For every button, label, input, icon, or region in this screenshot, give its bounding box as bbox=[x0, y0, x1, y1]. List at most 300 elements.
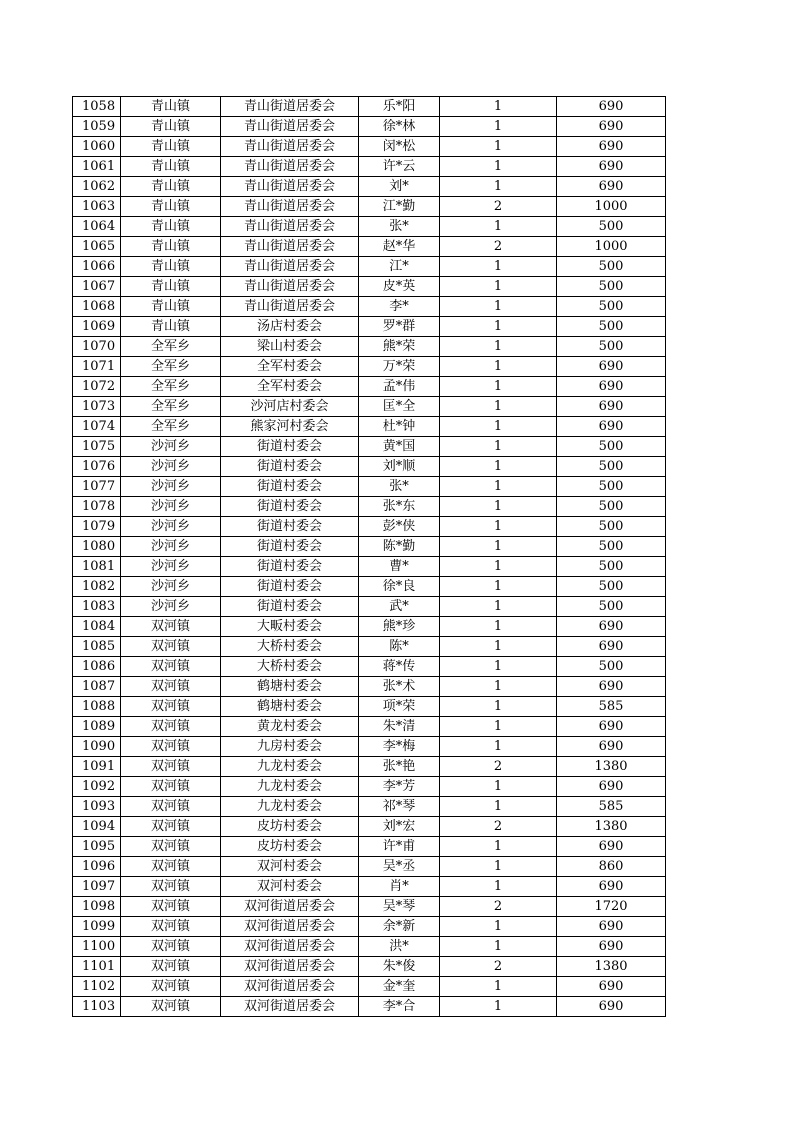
count-cell: 1 bbox=[440, 117, 557, 137]
amount-cell: 1720 bbox=[557, 897, 666, 917]
row-number-cell: 1085 bbox=[73, 637, 121, 657]
township-cell: 青山镇 bbox=[121, 297, 221, 317]
name-cell: 李*梅 bbox=[359, 737, 440, 757]
table-row bbox=[73, 837, 666, 857]
count-cell: 1 bbox=[440, 297, 557, 317]
committee-cell: 九龙村委会 bbox=[221, 757, 359, 777]
name-cell: 余*新 bbox=[359, 917, 440, 937]
row-number-cell: 1082 bbox=[73, 577, 121, 597]
row-number-cell: 1068 bbox=[73, 297, 121, 317]
amount-cell: 690 bbox=[557, 777, 666, 797]
amount-cell: 500 bbox=[557, 577, 666, 597]
row-number-cell: 1088 bbox=[73, 697, 121, 717]
committee-cell: 大桥村委会 bbox=[221, 637, 359, 657]
committee-cell: 街道村委会 bbox=[221, 557, 359, 577]
amount-cell: 690 bbox=[557, 737, 666, 757]
amount-cell: 500 bbox=[557, 557, 666, 577]
row-number-cell: 1099 bbox=[73, 917, 121, 937]
amount-cell: 690 bbox=[557, 377, 666, 397]
committee-cell: 青山街道居委会 bbox=[221, 177, 359, 197]
name-cell: 肖* bbox=[359, 877, 440, 897]
table-row bbox=[73, 157, 666, 177]
amount-cell: 585 bbox=[557, 797, 666, 817]
committee-cell: 双河街道居委会 bbox=[221, 997, 359, 1017]
township-cell: 青山镇 bbox=[121, 257, 221, 277]
name-cell: 黄*国 bbox=[359, 437, 440, 457]
row-number-cell: 1079 bbox=[73, 517, 121, 537]
committee-cell: 青山街道居委会 bbox=[221, 137, 359, 157]
table-row bbox=[73, 117, 666, 137]
count-cell: 1 bbox=[440, 677, 557, 697]
row-number-cell: 1093 bbox=[73, 797, 121, 817]
name-cell: 熊*荣 bbox=[359, 337, 440, 357]
township-cell: 青山镇 bbox=[121, 157, 221, 177]
township-cell: 双河镇 bbox=[121, 677, 221, 697]
amount-cell: 500 bbox=[557, 597, 666, 617]
amount-cell: 690 bbox=[557, 357, 666, 377]
township-cell: 双河镇 bbox=[121, 697, 221, 717]
township-cell: 沙河乡 bbox=[121, 517, 221, 537]
township-cell: 双河镇 bbox=[121, 797, 221, 817]
amount-cell: 500 bbox=[557, 277, 666, 297]
count-cell: 1 bbox=[440, 277, 557, 297]
row-number-cell: 1064 bbox=[73, 217, 121, 237]
committee-cell: 青山街道居委会 bbox=[221, 197, 359, 217]
committee-cell: 双河街道居委会 bbox=[221, 937, 359, 957]
count-cell: 1 bbox=[440, 317, 557, 337]
row-number-cell: 1072 bbox=[73, 377, 121, 397]
row-number-cell: 1073 bbox=[73, 397, 121, 417]
committee-cell: 沙河店村委会 bbox=[221, 397, 359, 417]
township-cell: 青山镇 bbox=[121, 97, 221, 117]
name-cell: 金*奎 bbox=[359, 977, 440, 997]
row-number-cell: 1060 bbox=[73, 137, 121, 157]
count-cell: 1 bbox=[440, 797, 557, 817]
township-cell: 青山镇 bbox=[121, 117, 221, 137]
count-cell: 1 bbox=[440, 337, 557, 357]
table-row bbox=[73, 297, 666, 317]
township-cell: 全军乡 bbox=[121, 377, 221, 397]
table-row bbox=[73, 197, 666, 217]
name-cell: 刘* bbox=[359, 177, 440, 197]
amount-cell: 500 bbox=[557, 477, 666, 497]
township-cell: 双河镇 bbox=[121, 897, 221, 917]
table-row bbox=[73, 237, 666, 257]
township-cell: 双河镇 bbox=[121, 737, 221, 757]
amount-cell: 1380 bbox=[557, 817, 666, 837]
amount-cell: 585 bbox=[557, 697, 666, 717]
name-cell: 赵*华 bbox=[359, 237, 440, 257]
name-cell: 皮*英 bbox=[359, 277, 440, 297]
table-row bbox=[73, 477, 666, 497]
township-cell: 沙河乡 bbox=[121, 497, 221, 517]
amount-cell: 500 bbox=[557, 437, 666, 457]
amount-cell: 500 bbox=[557, 517, 666, 537]
row-number-cell: 1067 bbox=[73, 277, 121, 297]
name-cell: 孟*伟 bbox=[359, 377, 440, 397]
amount-cell: 500 bbox=[557, 337, 666, 357]
amount-cell: 690 bbox=[557, 717, 666, 737]
count-cell: 1 bbox=[440, 177, 557, 197]
count-cell: 1 bbox=[440, 637, 557, 657]
amount-cell: 690 bbox=[557, 137, 666, 157]
amount-cell: 690 bbox=[557, 677, 666, 697]
table-row bbox=[73, 97, 666, 117]
row-number-cell: 1089 bbox=[73, 717, 121, 737]
amount-cell: 1380 bbox=[557, 957, 666, 977]
row-number-cell: 1083 bbox=[73, 597, 121, 617]
committee-cell: 青山街道居委会 bbox=[221, 157, 359, 177]
table-row bbox=[73, 957, 666, 977]
committee-cell: 双河村委会 bbox=[221, 877, 359, 897]
township-cell: 沙河乡 bbox=[121, 477, 221, 497]
amount-cell: 690 bbox=[557, 97, 666, 117]
row-number-cell: 1091 bbox=[73, 757, 121, 777]
count-cell: 1 bbox=[440, 517, 557, 537]
count-cell: 1 bbox=[440, 857, 557, 877]
roster-body bbox=[73, 97, 666, 1017]
row-number-cell: 1080 bbox=[73, 537, 121, 557]
name-cell: 洪* bbox=[359, 937, 440, 957]
township-cell: 双河镇 bbox=[121, 637, 221, 657]
amount-cell: 500 bbox=[557, 257, 666, 277]
count-cell: 1 bbox=[440, 937, 557, 957]
township-cell: 双河镇 bbox=[121, 817, 221, 837]
count-cell: 1 bbox=[440, 977, 557, 997]
name-cell: 刘*宏 bbox=[359, 817, 440, 837]
amount-cell: 500 bbox=[557, 297, 666, 317]
count-cell: 1 bbox=[440, 697, 557, 717]
amount-cell: 500 bbox=[557, 497, 666, 517]
table-row bbox=[73, 417, 666, 437]
row-number-cell: 1076 bbox=[73, 457, 121, 477]
name-cell: 吴*琴 bbox=[359, 897, 440, 917]
township-cell: 双河镇 bbox=[121, 937, 221, 957]
name-cell: 匡*全 bbox=[359, 397, 440, 417]
table-row bbox=[73, 357, 666, 377]
township-cell: 双河镇 bbox=[121, 977, 221, 997]
name-cell: 江* bbox=[359, 257, 440, 277]
township-cell: 青山镇 bbox=[121, 197, 221, 217]
name-cell: 张*艳 bbox=[359, 757, 440, 777]
township-cell: 沙河乡 bbox=[121, 597, 221, 617]
amount-cell: 690 bbox=[557, 917, 666, 937]
committee-cell: 大畈村委会 bbox=[221, 617, 359, 637]
count-cell: 2 bbox=[440, 817, 557, 837]
table-row bbox=[73, 977, 666, 997]
count-cell: 1 bbox=[440, 537, 557, 557]
amount-cell: 690 bbox=[557, 617, 666, 637]
township-cell: 双河镇 bbox=[121, 917, 221, 937]
name-cell: 李*合 bbox=[359, 997, 440, 1017]
committee-cell: 街道村委会 bbox=[221, 577, 359, 597]
committee-cell: 青山街道居委会 bbox=[221, 217, 359, 237]
amount-cell: 500 bbox=[557, 457, 666, 477]
name-cell: 刘*顺 bbox=[359, 457, 440, 477]
row-number-cell: 1098 bbox=[73, 897, 121, 917]
row-number-cell: 1074 bbox=[73, 417, 121, 437]
row-number-cell: 1062 bbox=[73, 177, 121, 197]
township-cell: 青山镇 bbox=[121, 237, 221, 257]
committee-cell: 街道村委会 bbox=[221, 477, 359, 497]
table-row bbox=[73, 457, 666, 477]
table-row bbox=[73, 677, 666, 697]
table-row bbox=[73, 737, 666, 757]
committee-cell: 九龙村委会 bbox=[221, 777, 359, 797]
committee-cell: 街道村委会 bbox=[221, 497, 359, 517]
committee-cell: 梁山村委会 bbox=[221, 337, 359, 357]
township-cell: 沙河乡 bbox=[121, 437, 221, 457]
committee-cell: 青山街道居委会 bbox=[221, 257, 359, 277]
committee-cell: 鹤塘村委会 bbox=[221, 677, 359, 697]
township-cell: 沙河乡 bbox=[121, 557, 221, 577]
count-cell: 1 bbox=[440, 217, 557, 237]
committee-cell: 双河街道居委会 bbox=[221, 897, 359, 917]
township-cell: 双河镇 bbox=[121, 857, 221, 877]
township-cell: 青山镇 bbox=[121, 177, 221, 197]
count-cell: 1 bbox=[440, 597, 557, 617]
table-row bbox=[73, 917, 666, 937]
table-row bbox=[73, 997, 666, 1017]
name-cell: 许*甫 bbox=[359, 837, 440, 857]
count-cell: 1 bbox=[440, 497, 557, 517]
row-number-cell: 1066 bbox=[73, 257, 121, 277]
township-cell: 青山镇 bbox=[121, 317, 221, 337]
amount-cell: 1000 bbox=[557, 237, 666, 257]
name-cell: 许*云 bbox=[359, 157, 440, 177]
row-number-cell: 1065 bbox=[73, 237, 121, 257]
committee-cell: 九房村委会 bbox=[221, 737, 359, 757]
row-number-cell: 1070 bbox=[73, 337, 121, 357]
committee-cell: 双河村委会 bbox=[221, 857, 359, 877]
count-cell: 1 bbox=[440, 137, 557, 157]
township-cell: 沙河乡 bbox=[121, 457, 221, 477]
name-cell: 项*荣 bbox=[359, 697, 440, 717]
township-cell: 全军乡 bbox=[121, 357, 221, 377]
name-cell: 张*术 bbox=[359, 677, 440, 697]
amount-cell: 1000 bbox=[557, 197, 666, 217]
table-row bbox=[73, 557, 666, 577]
count-cell: 1 bbox=[440, 777, 557, 797]
name-cell: 李*芳 bbox=[359, 777, 440, 797]
table-row bbox=[73, 317, 666, 337]
row-number-cell: 1063 bbox=[73, 197, 121, 217]
committee-cell: 双河街道居委会 bbox=[221, 917, 359, 937]
table-row bbox=[73, 517, 666, 537]
count-cell: 2 bbox=[440, 237, 557, 257]
count-cell: 1 bbox=[440, 617, 557, 637]
row-number-cell: 1061 bbox=[73, 157, 121, 177]
table-row bbox=[73, 857, 666, 877]
committee-cell: 青山街道居委会 bbox=[221, 237, 359, 257]
row-number-cell: 1094 bbox=[73, 817, 121, 837]
township-cell: 双河镇 bbox=[121, 997, 221, 1017]
committee-cell: 熊家河村委会 bbox=[221, 417, 359, 437]
table-row bbox=[73, 637, 666, 657]
township-cell: 青山镇 bbox=[121, 217, 221, 237]
amount-cell: 690 bbox=[557, 117, 666, 137]
row-number-cell: 1096 bbox=[73, 857, 121, 877]
amount-cell: 690 bbox=[557, 837, 666, 857]
amount-cell: 690 bbox=[557, 997, 666, 1017]
count-cell: 1 bbox=[440, 437, 557, 457]
count-cell: 1 bbox=[440, 877, 557, 897]
count-cell: 1 bbox=[440, 997, 557, 1017]
name-cell: 李* bbox=[359, 297, 440, 317]
name-cell: 张*东 bbox=[359, 497, 440, 517]
committee-cell: 街道村委会 bbox=[221, 537, 359, 557]
name-cell: 彭*侠 bbox=[359, 517, 440, 537]
committee-cell: 街道村委会 bbox=[221, 457, 359, 477]
township-cell: 双河镇 bbox=[121, 957, 221, 977]
name-cell: 曹* bbox=[359, 557, 440, 577]
amount-cell: 690 bbox=[557, 417, 666, 437]
name-cell: 张* bbox=[359, 217, 440, 237]
count-cell: 1 bbox=[440, 837, 557, 857]
amount-cell: 500 bbox=[557, 657, 666, 677]
committee-cell: 青山街道居委会 bbox=[221, 97, 359, 117]
table-row bbox=[73, 697, 666, 717]
committee-cell: 双河街道居委会 bbox=[221, 977, 359, 997]
table-row bbox=[73, 277, 666, 297]
name-cell: 徐*林 bbox=[359, 117, 440, 137]
table-row bbox=[73, 597, 666, 617]
committee-cell: 全军村委会 bbox=[221, 357, 359, 377]
name-cell: 朱*清 bbox=[359, 717, 440, 737]
table-row bbox=[73, 777, 666, 797]
count-cell: 1 bbox=[440, 257, 557, 277]
row-number-cell: 1100 bbox=[73, 937, 121, 957]
amount-cell: 690 bbox=[557, 637, 666, 657]
committee-cell: 青山街道居委会 bbox=[221, 117, 359, 137]
name-cell: 陈*勤 bbox=[359, 537, 440, 557]
township-cell: 全军乡 bbox=[121, 337, 221, 357]
count-cell: 1 bbox=[440, 397, 557, 417]
row-number-cell: 1059 bbox=[73, 117, 121, 137]
township-cell: 双河镇 bbox=[121, 717, 221, 737]
count-cell: 1 bbox=[440, 477, 557, 497]
row-number-cell: 1069 bbox=[73, 317, 121, 337]
amount-cell: 500 bbox=[557, 537, 666, 557]
table-row bbox=[73, 257, 666, 277]
amount-cell: 500 bbox=[557, 217, 666, 237]
count-cell: 1 bbox=[440, 157, 557, 177]
table-row bbox=[73, 717, 666, 737]
row-number-cell: 1102 bbox=[73, 977, 121, 997]
row-number-cell: 1071 bbox=[73, 357, 121, 377]
row-number-cell: 1077 bbox=[73, 477, 121, 497]
township-cell: 全军乡 bbox=[121, 397, 221, 417]
committee-cell: 街道村委会 bbox=[221, 437, 359, 457]
amount-cell: 860 bbox=[557, 857, 666, 877]
table-row bbox=[73, 757, 666, 777]
name-cell: 祁*琴 bbox=[359, 797, 440, 817]
amount-cell: 690 bbox=[557, 177, 666, 197]
township-cell: 青山镇 bbox=[121, 137, 221, 157]
count-cell: 2 bbox=[440, 757, 557, 777]
count-cell: 1 bbox=[440, 417, 557, 437]
table-row bbox=[73, 377, 666, 397]
township-cell: 沙河乡 bbox=[121, 577, 221, 597]
roster-table bbox=[72, 96, 666, 1017]
table-row bbox=[73, 397, 666, 417]
name-cell: 杜*钟 bbox=[359, 417, 440, 437]
township-cell: 青山镇 bbox=[121, 277, 221, 297]
name-cell: 乐*阳 bbox=[359, 97, 440, 117]
committee-cell: 双河街道居委会 bbox=[221, 957, 359, 977]
committee-cell: 九龙村委会 bbox=[221, 797, 359, 817]
table-row bbox=[73, 437, 666, 457]
amount-cell: 500 bbox=[557, 317, 666, 337]
township-cell: 双河镇 bbox=[121, 757, 221, 777]
township-cell: 全军乡 bbox=[121, 417, 221, 437]
amount-cell: 690 bbox=[557, 397, 666, 417]
table-row bbox=[73, 577, 666, 597]
count-cell: 1 bbox=[440, 377, 557, 397]
township-cell: 沙河乡 bbox=[121, 537, 221, 557]
row-number-cell: 1075 bbox=[73, 437, 121, 457]
row-number-cell: 1097 bbox=[73, 877, 121, 897]
count-cell: 2 bbox=[440, 897, 557, 917]
row-number-cell: 1103 bbox=[73, 997, 121, 1017]
count-cell: 1 bbox=[440, 357, 557, 377]
name-cell: 熊*珍 bbox=[359, 617, 440, 637]
committee-cell: 青山街道居委会 bbox=[221, 277, 359, 297]
table-row bbox=[73, 337, 666, 357]
name-cell: 万*荣 bbox=[359, 357, 440, 377]
count-cell: 1 bbox=[440, 917, 557, 937]
table-row bbox=[73, 797, 666, 817]
count-cell: 1 bbox=[440, 577, 557, 597]
township-cell: 双河镇 bbox=[121, 877, 221, 897]
row-number-cell: 1101 bbox=[73, 957, 121, 977]
row-number-cell: 1086 bbox=[73, 657, 121, 677]
name-cell: 张* bbox=[359, 477, 440, 497]
committee-cell: 青山街道居委会 bbox=[221, 297, 359, 317]
row-number-cell: 1090 bbox=[73, 737, 121, 757]
township-cell: 双河镇 bbox=[121, 777, 221, 797]
amount-cell: 690 bbox=[557, 977, 666, 997]
name-cell: 江*勤 bbox=[359, 197, 440, 217]
name-cell: 武* bbox=[359, 597, 440, 617]
count-cell: 1 bbox=[440, 457, 557, 477]
amount-cell: 690 bbox=[557, 877, 666, 897]
row-number-cell: 1084 bbox=[73, 617, 121, 637]
table-row bbox=[73, 537, 666, 557]
count-cell: 2 bbox=[440, 197, 557, 217]
row-number-cell: 1087 bbox=[73, 677, 121, 697]
committee-cell: 全军村委会 bbox=[221, 377, 359, 397]
township-cell: 双河镇 bbox=[121, 657, 221, 677]
committee-cell: 街道村委会 bbox=[221, 517, 359, 537]
table-row bbox=[73, 657, 666, 677]
count-cell: 1 bbox=[440, 97, 557, 117]
count-cell: 1 bbox=[440, 557, 557, 577]
committee-cell: 黄龙村委会 bbox=[221, 717, 359, 737]
committee-cell: 皮坊村委会 bbox=[221, 817, 359, 837]
table-row bbox=[73, 937, 666, 957]
count-cell: 1 bbox=[440, 717, 557, 737]
committee-cell: 街道村委会 bbox=[221, 597, 359, 617]
committee-cell: 汤店村委会 bbox=[221, 317, 359, 337]
amount-cell: 690 bbox=[557, 937, 666, 957]
table-row bbox=[73, 617, 666, 637]
table-row bbox=[73, 817, 666, 837]
table-row bbox=[73, 497, 666, 517]
name-cell: 徐*良 bbox=[359, 577, 440, 597]
row-number-cell: 1078 bbox=[73, 497, 121, 517]
township-cell: 双河镇 bbox=[121, 837, 221, 857]
